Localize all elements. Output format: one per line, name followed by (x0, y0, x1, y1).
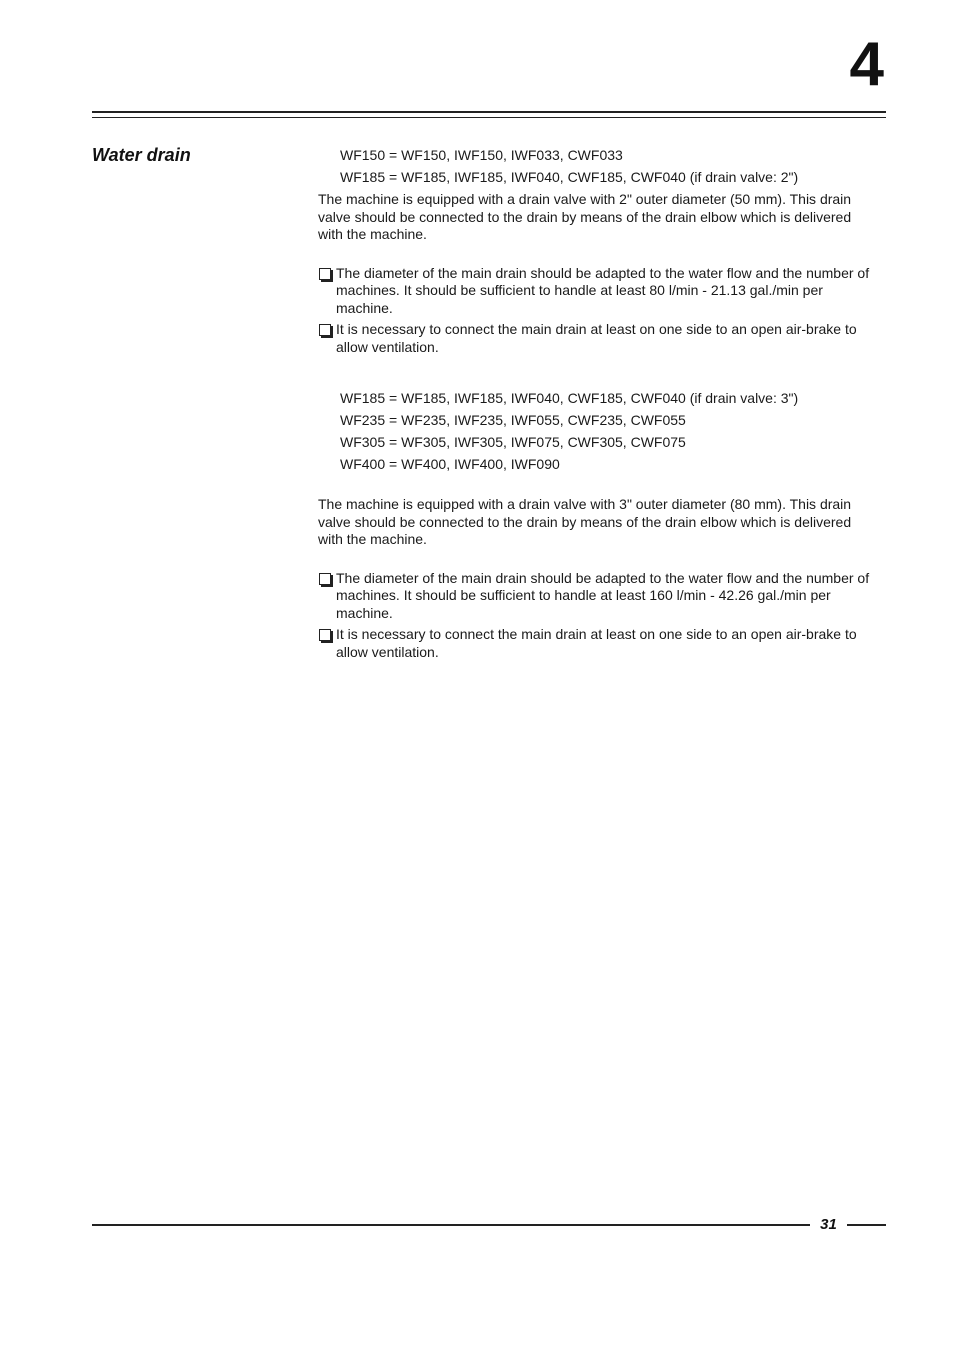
chapter-number: 4 (849, 30, 884, 99)
bullet-item (318, 321, 878, 356)
model-line: WF235 = WF235, IWF235, IWF055, CWF235, CWF055 (340, 412, 686, 428)
model-line: WF400 = WF400, IWF400, IWF090 (340, 456, 560, 472)
checkbox-bullet-icon (319, 573, 331, 585)
model-line: WF185 = WF185, IWF185, IWF040, CWF185, CWF040 (if drain valve: 3") (340, 390, 799, 406)
header-rule-thin (92, 117, 886, 118)
section-title: Water drain (92, 145, 191, 165)
bullet-text: The diameter of the main drain should be adapted to the water flow and the number of machines. It should be sufficient to handle at least 80 l/min - 21.13 gal./min per machine. (336, 264, 870, 316)
checkbox-bullet-icon (319, 324, 331, 336)
page-number: 31 (820, 1216, 837, 1233)
checkbox-bullet-icon (319, 268, 331, 280)
paragraph: The machine is equipped with a drain valve with 2" outer diameter (50 mm). This drain valve should be connected to the drain by means of the drain elbow which is delivered with the machine. (318, 191, 852, 242)
bullet-item (318, 626, 878, 661)
bullet-text: It is necessary to connect the main drain at least on one side to an open air-brake to allow ventilation. (336, 626, 857, 660)
header-rule-thick (92, 111, 886, 113)
bullet-text: The diameter of the main drain should be adapted to the water flow and the number of machines. It should be sufficient to handle at least 160 l/min - 42.26 gal./min per machine. (336, 569, 870, 621)
section-content (318, 147, 878, 661)
bullet-item (318, 265, 878, 318)
checkbox-bullet-icon (319, 629, 331, 641)
model-line: WF185 = WF185, IWF185, IWF040, CWF185, CWF040 (if drain valve: 2") (340, 169, 799, 185)
model-line: WF150 = WF150, IWF150, IWF033, CWF033 (340, 147, 623, 163)
footer-rule-right (847, 1224, 886, 1226)
bullet-text: It is necessary to connect the main drain at least on one side to an open air-brake to allow ventilation. (336, 321, 857, 355)
model-line: WF305 = WF305, IWF305, IWF075, CWF305, CWF075 (340, 434, 686, 450)
paragraph: The machine is equipped with a drain valve with 3" outer diameter (80 mm). This drain valve should be connected to the drain by means of the drain elbow which is delivered with the machine. (318, 496, 852, 547)
footer-rule-left (92, 1224, 810, 1226)
bullet-item (318, 570, 878, 623)
